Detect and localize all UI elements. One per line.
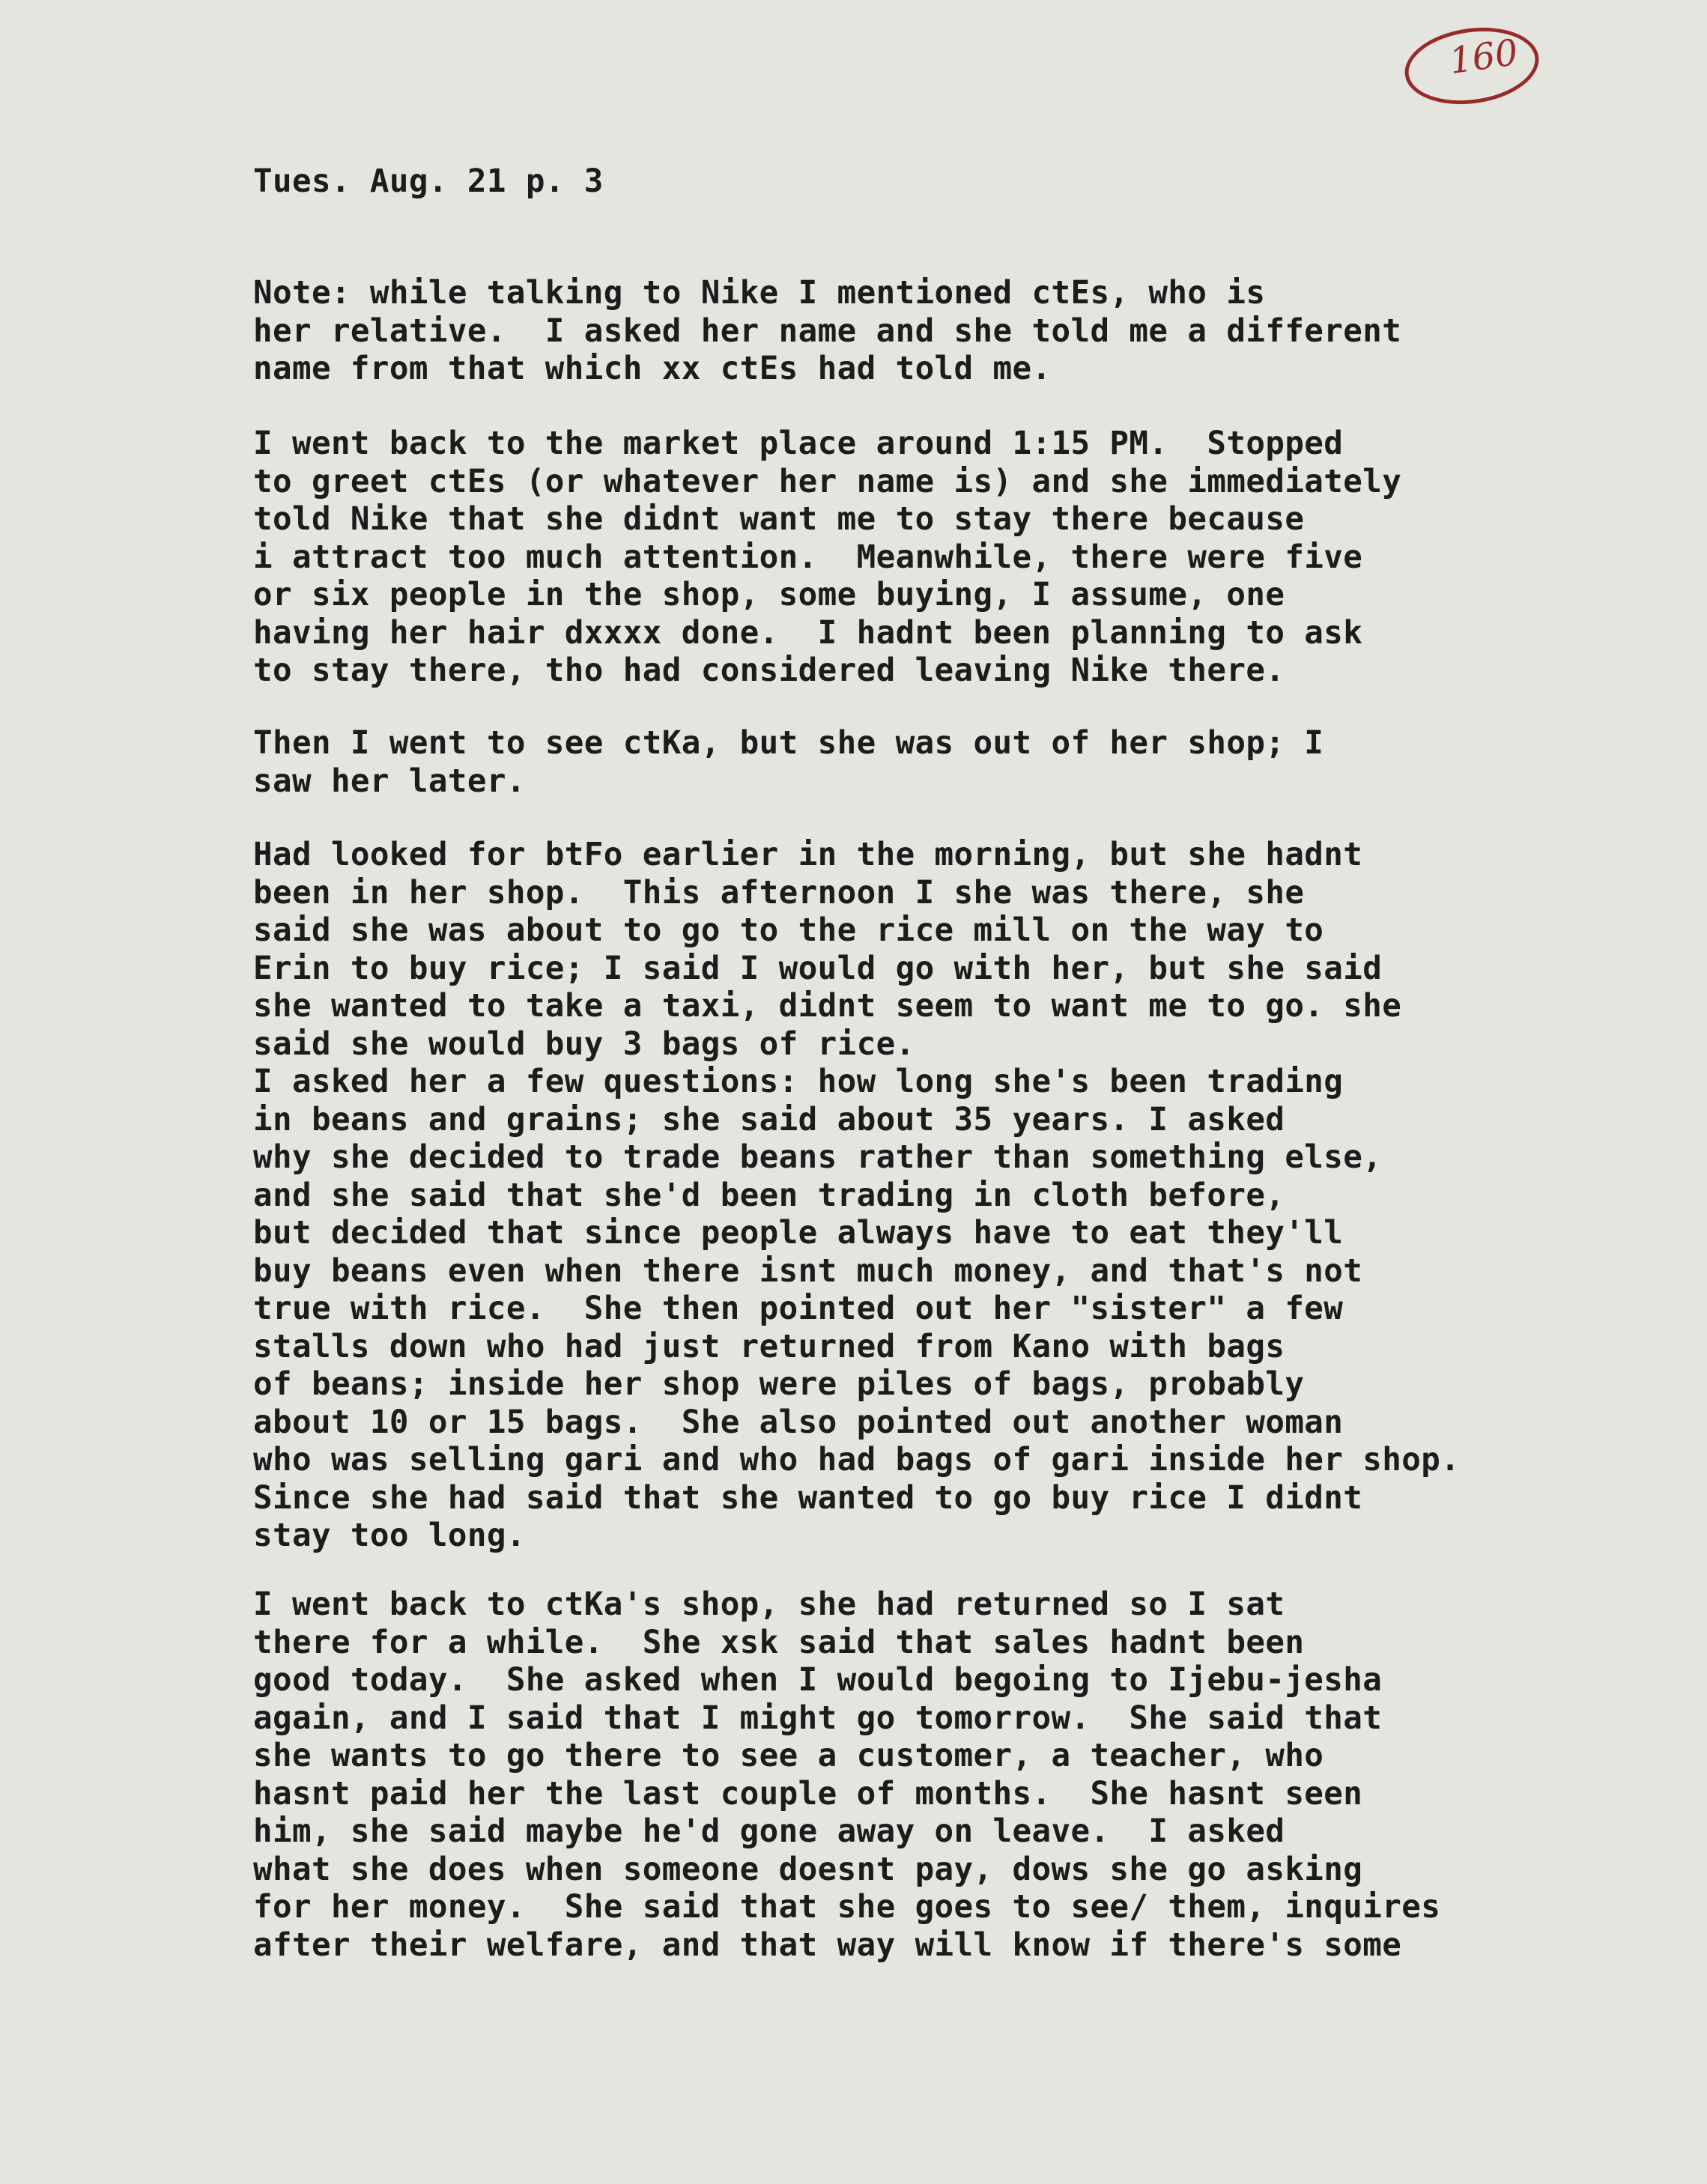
paragraph-4 [253, 837, 1460, 1556]
text-line: for her money. She said that she goes to see/ them, inquires [253, 1889, 1441, 1926]
text-line: after their welfare, and that way will know if there's some [253, 1926, 1402, 1964]
text-line: there for a while. She xsk said that sales hadnt been [253, 1624, 1305, 1661]
text-line: of beans; inside her shop were piles of bags, probably [253, 1366, 1305, 1403]
paragraph-1 [253, 275, 1401, 389]
text-line: Then I went to see ctKa, but she was out of her shop; I [253, 725, 1324, 762]
text-line: her relative. I asked her name and she told me a different [253, 312, 1402, 350]
text-line: name from that which xx ctEs had told me. [253, 351, 1052, 387]
text-line: i attract too much attention. Meanwhile, there were five [253, 539, 1363, 576]
text-line: who was selling gari and who had bags of gari inside her shop. [253, 1442, 1461, 1478]
paragraph-2 [253, 425, 1401, 691]
text-line: why she decided to trade beans rather than something else, [253, 1139, 1383, 1176]
text-line: to stay there, tho had considered leaving Nike there. [253, 652, 1285, 689]
text-line: she wanted to take a taxi, didnt seem to want me to go. she [253, 988, 1402, 1025]
text-line: him, she said maybe he'd gone away on leave. I asked [253, 1813, 1285, 1850]
text-line: what she does when someone doesnt pay, dows she go asking [253, 1851, 1363, 1888]
text-line: true with rice. She then pointed out her "sister" a few [253, 1290, 1344, 1327]
paragraph-5 [253, 1586, 1440, 1965]
text-line: in beans and grains; she said about 35 years. I asked [253, 1101, 1285, 1138]
text-line: said she was about to go to the rice mill on the way to [253, 912, 1324, 949]
text-line: she wants to go there to see a customer, a teacher, who [253, 1738, 1324, 1774]
paragraph-3 [253, 725, 1324, 801]
text-line: good today. She asked when I would begoing to Ijebu-jesha [253, 1662, 1383, 1699]
text-line: buy beans even when there isnt much money, and that's not [253, 1252, 1363, 1290]
text-line: told Nike that she didnt want me to stay there because [253, 501, 1305, 538]
text-line: Had looked for btFo earlier in the morning, but she hadnt [253, 837, 1363, 873]
text-line: hasnt paid her the last couple of months. She hasnt seen [253, 1775, 1363, 1813]
text-line: I went back to ctKa's shop, she had returned so I sat [253, 1586, 1285, 1623]
text-line: about 10 or 15 bags. She also pointed out another woman [253, 1404, 1344, 1441]
text-line: said she would buy 3 bags of rice. [253, 1025, 915, 1063]
text-line: having her hair dxxxx done. I hadnt been planning to ask [253, 614, 1363, 652]
text-line: been in her shop. This afternoon I she was there, she [253, 874, 1305, 911]
text-line: stay too long. [253, 1517, 526, 1554]
text-line: again, and I said that I might go tomorrow. She said that [253, 1699, 1383, 1737]
text-line: I asked her a few questions: how long she's been trading [253, 1064, 1344, 1100]
text-line: and she said that she'd been trading in cloth before, [253, 1177, 1285, 1214]
text-line: but decided that since people always have to eat they'll [253, 1215, 1344, 1252]
text-line: stalls down who had just returned from Kano with bags [253, 1328, 1285, 1365]
text-line: to greet ctEs (or whatever her name is) and she immediately [253, 463, 1402, 500]
page-number: 160 [1446, 31, 1521, 83]
text-line: I went back to the market place around 1:15 PM. Stopped [253, 425, 1344, 462]
text-line: saw her later. [253, 762, 526, 800]
text-line: or six people in the shop, some buying, I assume, one [253, 577, 1285, 613]
text-line: Since she had said that she wanted to go buy rice I didnt [253, 1479, 1363, 1517]
text-line: Note: while talking to Nike I mentioned ctEs, who is [253, 275, 1266, 312]
page-header: Tues. Aug. 21 p. 3 [253, 163, 604, 200]
text-line: Erin to buy rice; I said I would go with her, but she said [253, 950, 1383, 987]
